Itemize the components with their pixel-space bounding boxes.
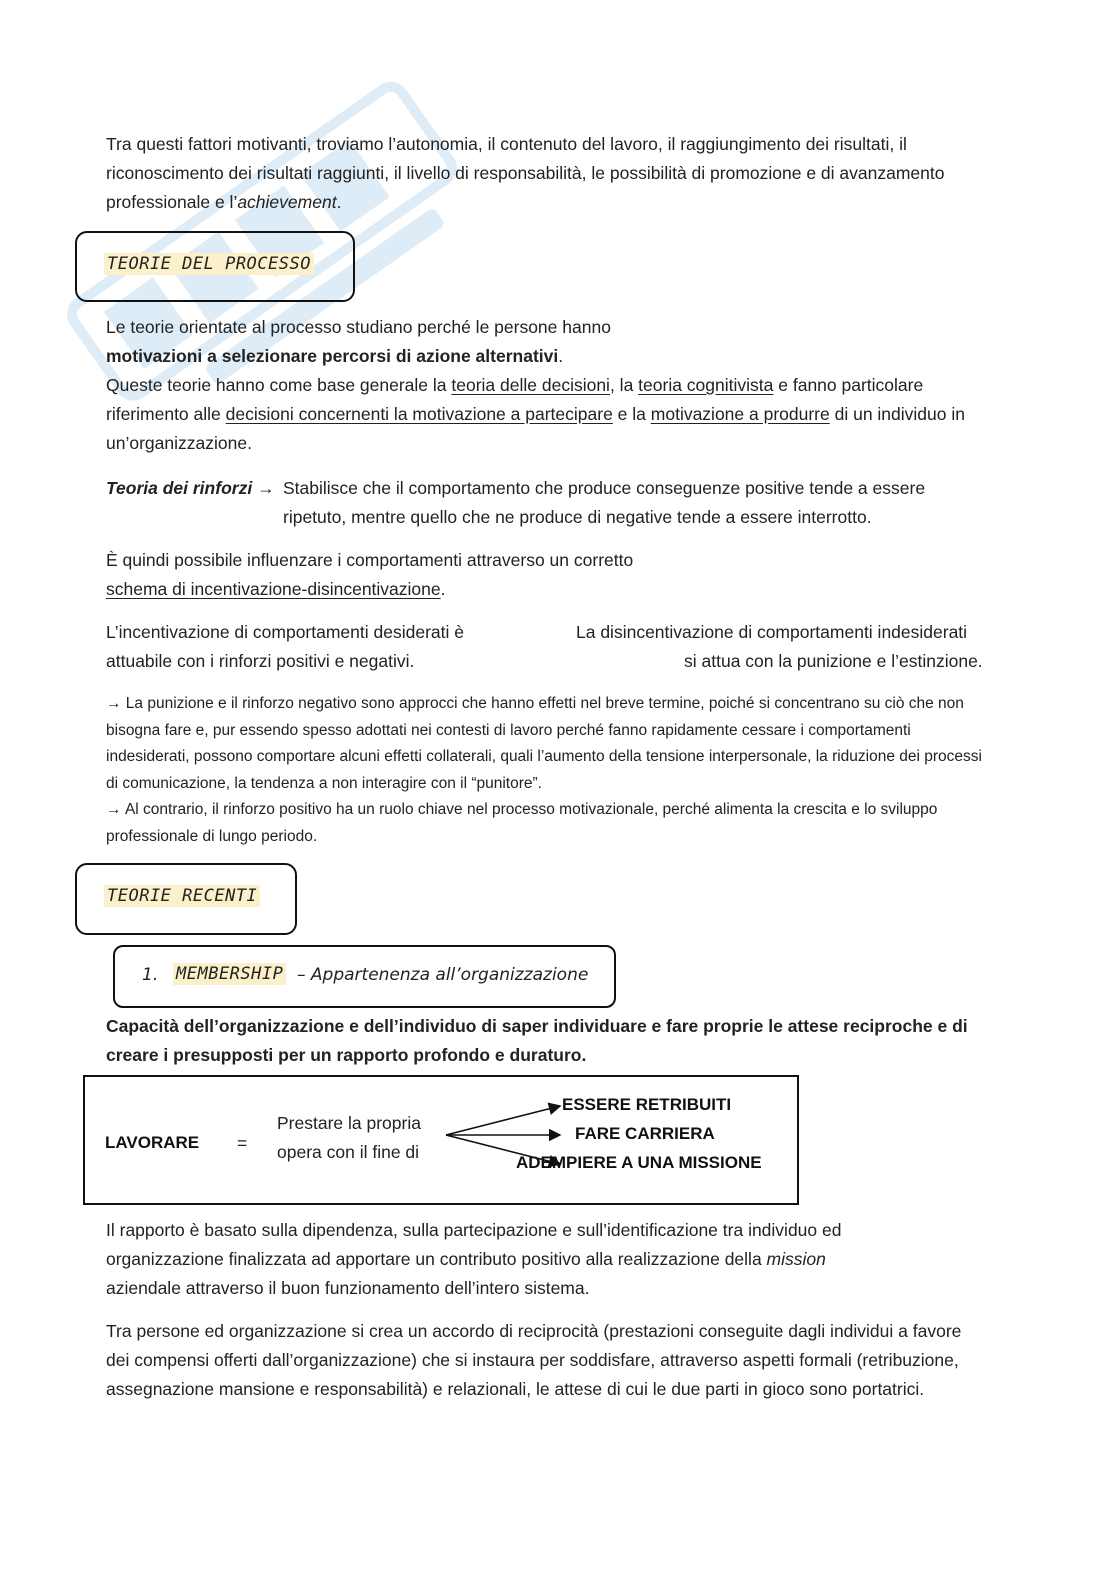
intro-paragraph: [106, 130, 986, 217]
theory-cognitive: teoria cognitivista: [638, 375, 774, 395]
section-title: TEORIE RECENTI: [104, 885, 260, 907]
intro-italic: achievement: [237, 192, 337, 212]
membership-subtitle: – Appartenenza all’organizzazione: [297, 965, 589, 985]
incentive-right-2: si attua con la punizione e l’estinzione.: [684, 651, 983, 671]
influence-paragraph: [106, 546, 986, 604]
relation-italic: mission: [766, 1249, 826, 1269]
reinforcement-theory: [106, 474, 276, 503]
decisions-participate: decisioni concernenti la motivazione a partecipare: [225, 404, 613, 424]
reciprocity-paragraph: Tra persone ed organizzazione si crea un accordo di reciprocità (prestazioni conseguite dagli individui a favore dei compensi offerti dall’organizzazione) che si instaura per soddisfare, attraverso aspetti formali (retribuzione, assegnazione mansione e responsabilità) e relazionali, le attese di cui le due parti in gioco sono portatrici.: [106, 1321, 962, 1399]
diagram-term: LAVORARE: [105, 1133, 200, 1152]
process-bold-end: .: [558, 346, 564, 366]
relation-end: aziendale attraverso il buon funzionamento dell’intero sistema.: [106, 1278, 590, 1298]
process-text-1: Queste teorie hanno come base generale la: [106, 375, 452, 395]
note-positive: → Al contrario, il rinforzo positivo ha un ruolo chiave nel processo motivazionale, perché alimenta la crescita e lo sviluppo professionale di lungo periodo.: [106, 801, 938, 845]
diagram-mid-2: opera con il fine di: [277, 1142, 420, 1162]
arrow-right-icon: →: [257, 478, 275, 498]
relation-text: Il rapporto è basato sulla dipendenza, sulla partecipazione e sull’identificazione tra individuo ed organizzazione finalizzata ad apportare un contributo positivo alla realizzazione della: [106, 1220, 842, 1269]
membership-definition: Capacità dell’organizzazione e dell’individuo di saper individuare e fare proprie le attese reciproche e di creare i presupposti per un rapporto profondo e duraturo.: [106, 1016, 968, 1065]
goal-career: FARE CARRIERA: [575, 1124, 715, 1143]
reinforcement-text: Stabilisce che il comportamento che produce conseguenze positive tende a essere ripetuto, mentre quello che ne produce di negative tende a essere interrotto.: [283, 478, 926, 527]
diagram-box: [83, 1075, 799, 1205]
reinforcement-term: Teoria dei rinforzi: [106, 478, 253, 498]
process-text-4: e la: [612, 404, 651, 424]
process-line1: Le teorie orientate al processo studiano perché le persone hanno: [106, 317, 611, 337]
process-text-3: e fanno particolare riferimento alle: [106, 375, 924, 424]
intro-end: .: [336, 192, 342, 212]
incentive-left-2: attuabile con i rinforzi positivi e negativi.: [106, 651, 415, 671]
process-text-5: di un individuo in un’organizzazione.: [106, 404, 965, 453]
process-text-2: , la: [609, 375, 639, 395]
incentive-right-1: La disincentivazione di comportamenti indesiderati: [576, 622, 968, 642]
process-paragraph: [106, 313, 996, 458]
goal-paid: ESSERE RETRIBUITI: [562, 1095, 732, 1114]
section-header-recent: [75, 863, 297, 935]
influence-line1: È quindi possibile influenzare i comportamenti attraverso un corretto: [106, 550, 634, 570]
incentive-left-1: L’incentivazione di comportamenti desiderati è: [106, 622, 464, 642]
diagram-mid-1: Prestare la propria: [277, 1113, 421, 1133]
influence-end: .: [440, 579, 446, 599]
membership-number: 1.: [142, 965, 159, 985]
section-header-process: [75, 231, 355, 302]
process-bold: motivazioni a selezionare percorsi di azione alternativi: [106, 346, 559, 366]
section-title: TEORIE DEL PROCESSO: [104, 253, 314, 275]
theory-decisions: teoria delle decisioni: [451, 375, 610, 395]
incentive-scheme: schema di incentivazione-disincentivazione: [106, 579, 441, 599]
membership-header: [113, 945, 616, 1008]
relation-paragraph: [106, 1216, 886, 1303]
goal-mission: ADEMPIERE A UNA MISSIONE: [516, 1153, 762, 1172]
membership-title: MEMBERSHIP: [173, 963, 286, 985]
incentive-left: [106, 618, 526, 676]
motivation-produce: motivazione a produrre: [650, 404, 830, 424]
note-punishment: → La punizione e il rinforzo negativo sono approcci che hanno effetti nel breve termine, poiché si concentrano su ciò che non bisogna fare e, pur essendo spesso adottati nei contesti di lavoro perché fanno rapidamente cessare i comportamenti indesiderati, possono comportare alcuni effetti collaterali, quali l’aumento della tensione interpersonale, la riduzione dei processi di comunicazione, la tendenza a non interagire con il “punitore”.: [106, 695, 982, 792]
equals-sign: =: [237, 1133, 248, 1153]
intro-text: Tra questi fattori motivanti, troviamo l’autonomia, il contenuto del lavoro, il raggiungimento dei risultati, il riconoscimento dei risultati raggiunti, il livello di responsabilità, le possibilità di promozione e di avanzamento professionale e l’: [106, 134, 945, 212]
